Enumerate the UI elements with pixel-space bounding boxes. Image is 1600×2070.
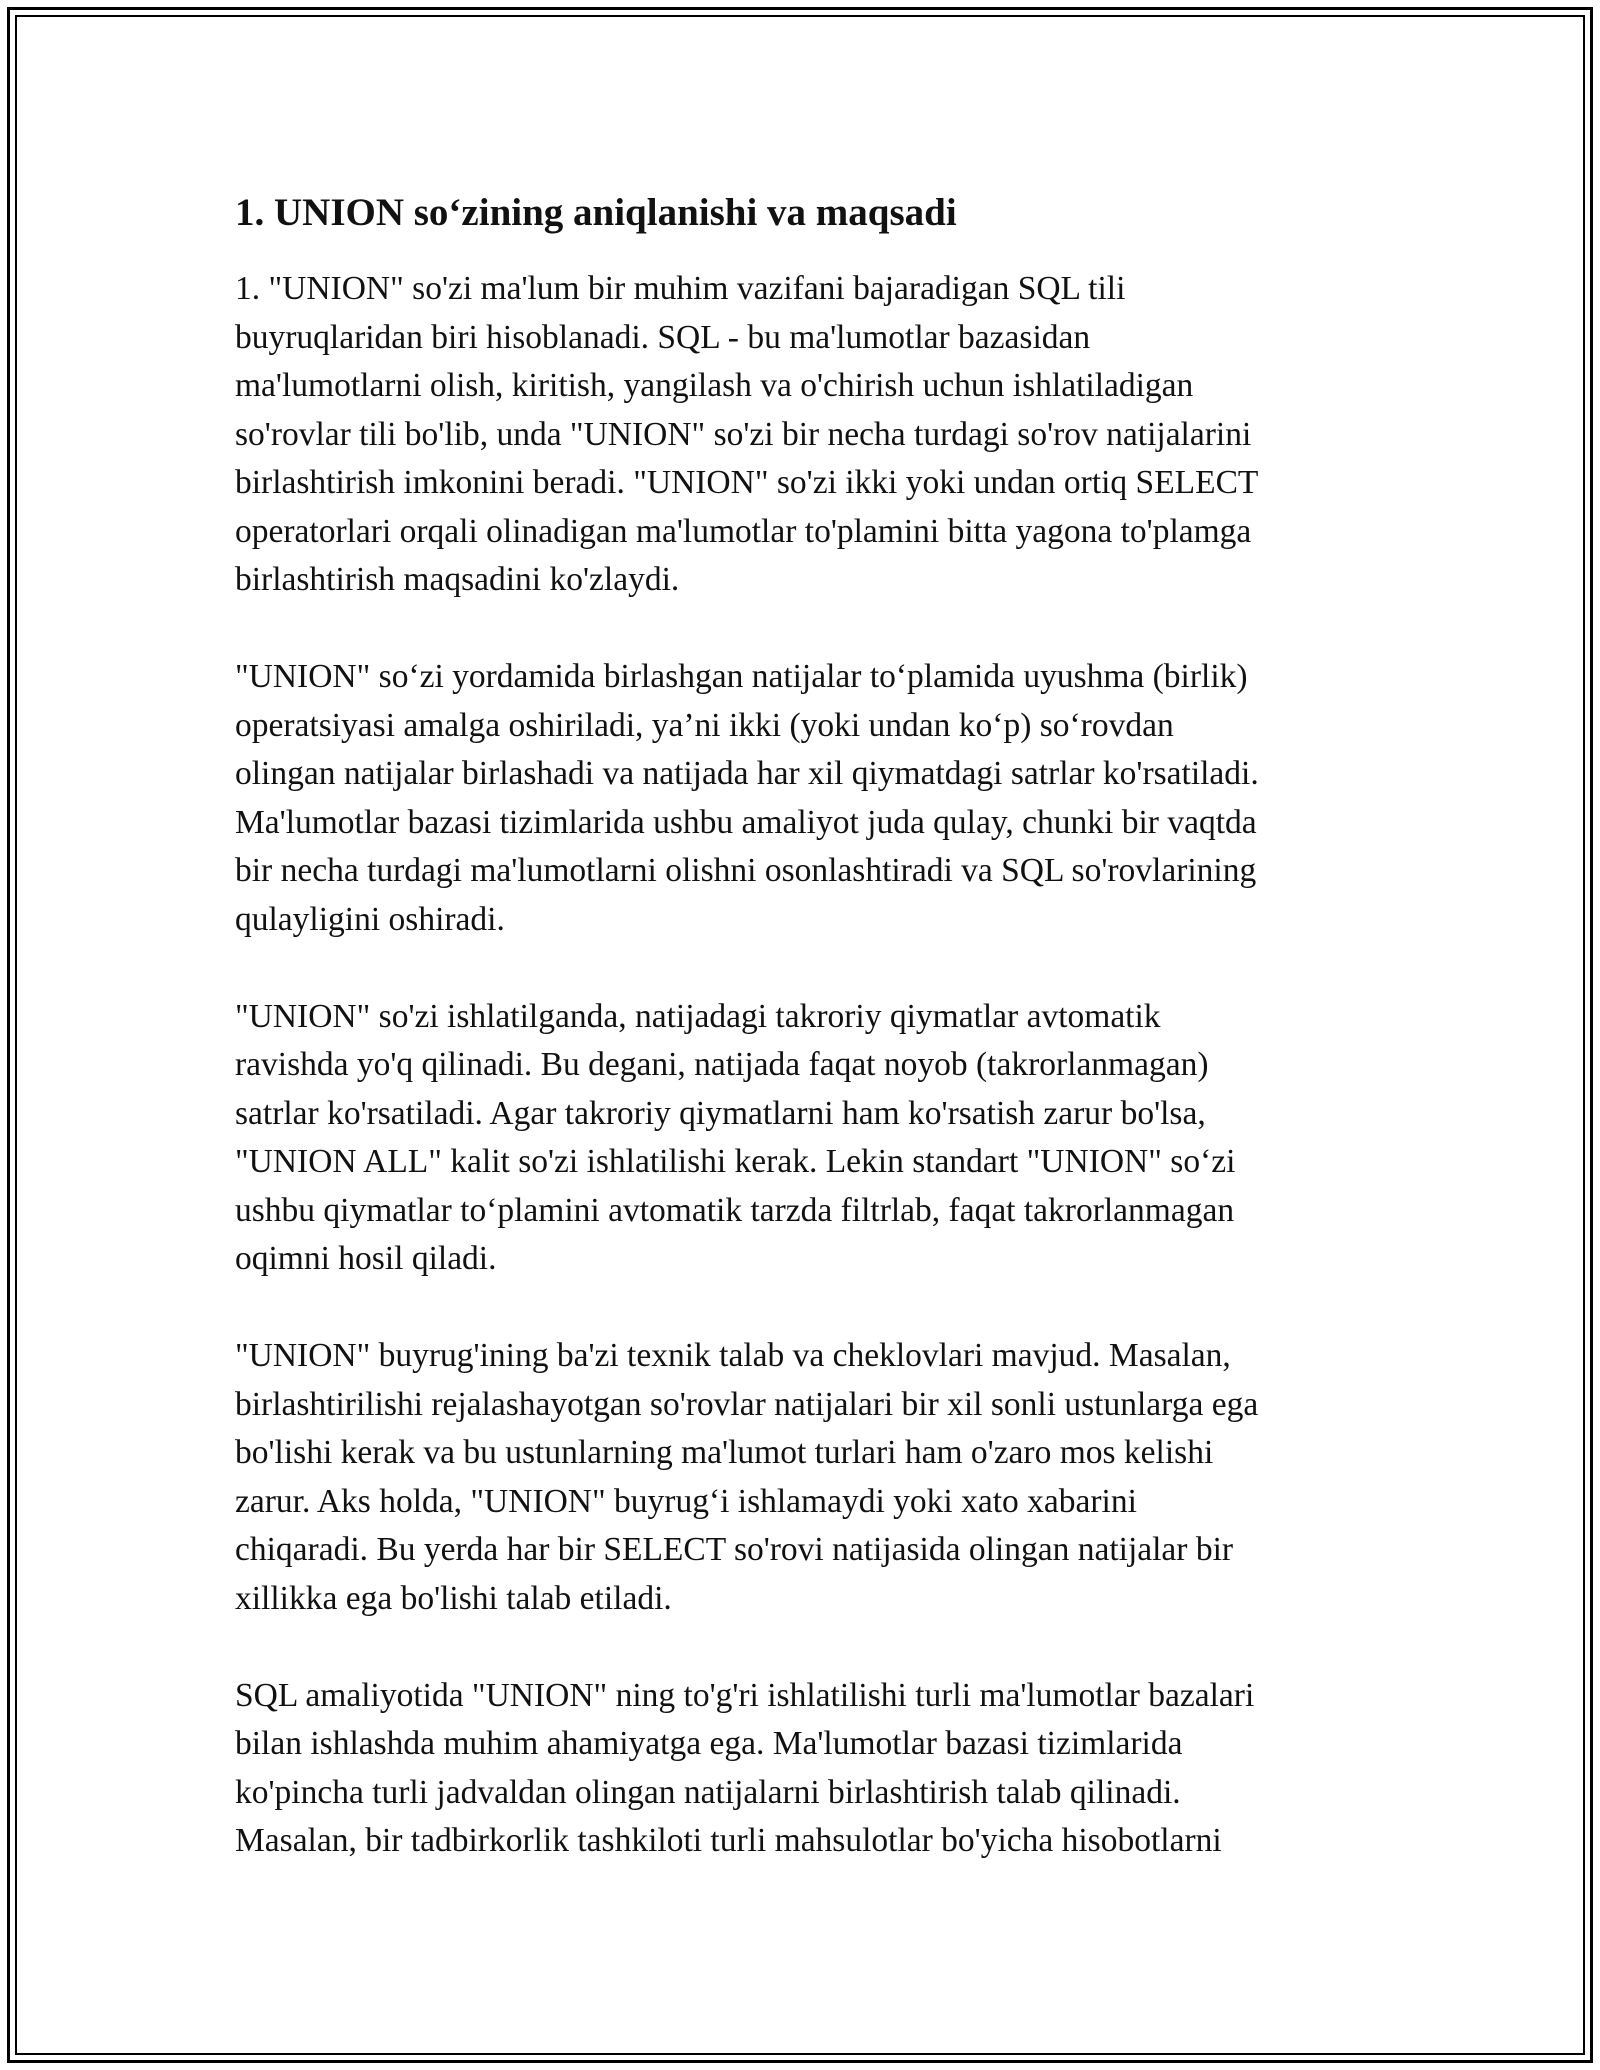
text-line: xillikka ega bo'lishi talab etiladi. [235,1579,672,1617]
text-line: oqimni hosil qiladi. [235,1240,497,1277]
text-line: operatorlari orqali olinadigan ma'lumotlar to'plamini bitta yagona to'plamga [235,512,1252,550]
text-line: olingan natijalar birlashadi va natijada har xil qiymatdagi satrlar ko'rsatiladi. [235,755,1259,792]
text-line: qulayligini oshiradi. [235,900,505,938]
text-line: SQL amaliyotida "UNION" ning to'g'ri ishlatilishi turli ma'lumotlar bazalari [235,1676,1255,1714]
text-line: ko'pincha turli jadvaldan olingan natijalarni birlashtirish talab qilinadi. [235,1773,1181,1811]
paragraph [235,1332,1370,1623]
text-line: "UNION" buyrug'ining ba'zi texnik talab va cheklovlari mavjud. Masalan, [235,1337,1231,1374]
paragraph [235,653,1370,944]
text-line: operatsiyasi amalga oshiriladi, ya’ni ikki (yoki undan ko‘p) so‘rovdan [235,706,1174,744]
text-line: birlashtirish maqsadini ko'zlaydi. [235,561,680,598]
paragraph-list [235,265,1370,1866]
text-line: zarur. Aks holda, "UNION" buyrug‘i ishlamaydi yoki xato xabarini [235,1482,1137,1520]
text-line: satrlar ko'rsatiladi. Agar takroriy qiymatlarni ham ko'rsatish zarur bo'lsa, [235,1094,1206,1132]
text-line: 1. "UNION" so'zi ma'lum bir muhim vazifani bajaradigan SQL tili [235,270,1126,307]
document-body [235,185,1370,1914]
text-line: "UNION" so‘zi yordamida birlashgan natijalar to‘plamida uyushma (birlik) [235,658,1248,695]
paragraph [235,265,1370,605]
text-line: birlashtirish imkonini beradi. "UNION" so'zi ikki yoki undan ortiq SELECT [235,464,1259,501]
text-line: "UNION" so'zi ishlatilganda, natijadagi takroriy qiymatlar avtomatik [235,997,1161,1035]
text-line: ma'lumotlarni olish, kiritish, yangilash va o'chirish uchun ishlatiladigan [235,367,1194,404]
text-line: buyruqlaridan biri hisoblanadi. SQL - bu ma'lumotlar bazasidan [235,318,1091,356]
text-line: ushbu qiymatlar to‘plamini avtomatik tarzda filtrlab, faqat takrorlanmagan [235,1191,1235,1229]
text-line: bir necha turdagi ma'lumotlarni olishni osonlashtiradi va SQL so'rovlarining [235,852,1257,889]
text-line: Masalan, bir tadbirkorlik tashkiloti turli mahsulotlar bo'yicha hisobotlarni [235,1822,1222,1859]
text-line: ravishda yo'q qilinadi. Bu degani, natijada faqat noyob (takrorlanmagan) [235,1046,1209,1083]
text-line: Ma'lumotlar bazasi tizimlarida ushbu amaliyot juda qulay, chunki bir vaqtda [235,803,1257,841]
text-line: bo'lishi kerak va bu ustunlarning ma'lumot turlari ham o'zaro mos kelishi [235,1434,1214,1471]
text-line: "UNION ALL" kalit so'zi ishlatilishi kerak. Lekin standart "UNION" so‘zi [235,1143,1236,1180]
text-line: chiqaradi. Bu yerda har bir SELECT so'rovi natijasida olingan natijalar bir [235,1531,1234,1568]
text-line: so'rovlar tili bo'lib, unda "UNION" so'zi bir necha turdagi so'rov natijalarini [235,415,1252,453]
text-line: birlashtirilishi rejalashayotgan so'rovlar natijalari bir xil sonli ustunlarga ega [235,1385,1259,1423]
paragraph [235,1672,1370,1866]
section-heading: 1. UNION so‘zining aniqlanishi va maqsadi [235,191,957,234]
paragraph [235,993,1370,1284]
text-line: bilan ishlashda muhim ahamiyatga ega. Ma'lumotlar bazasi tizimlarida [235,1725,1183,1762]
